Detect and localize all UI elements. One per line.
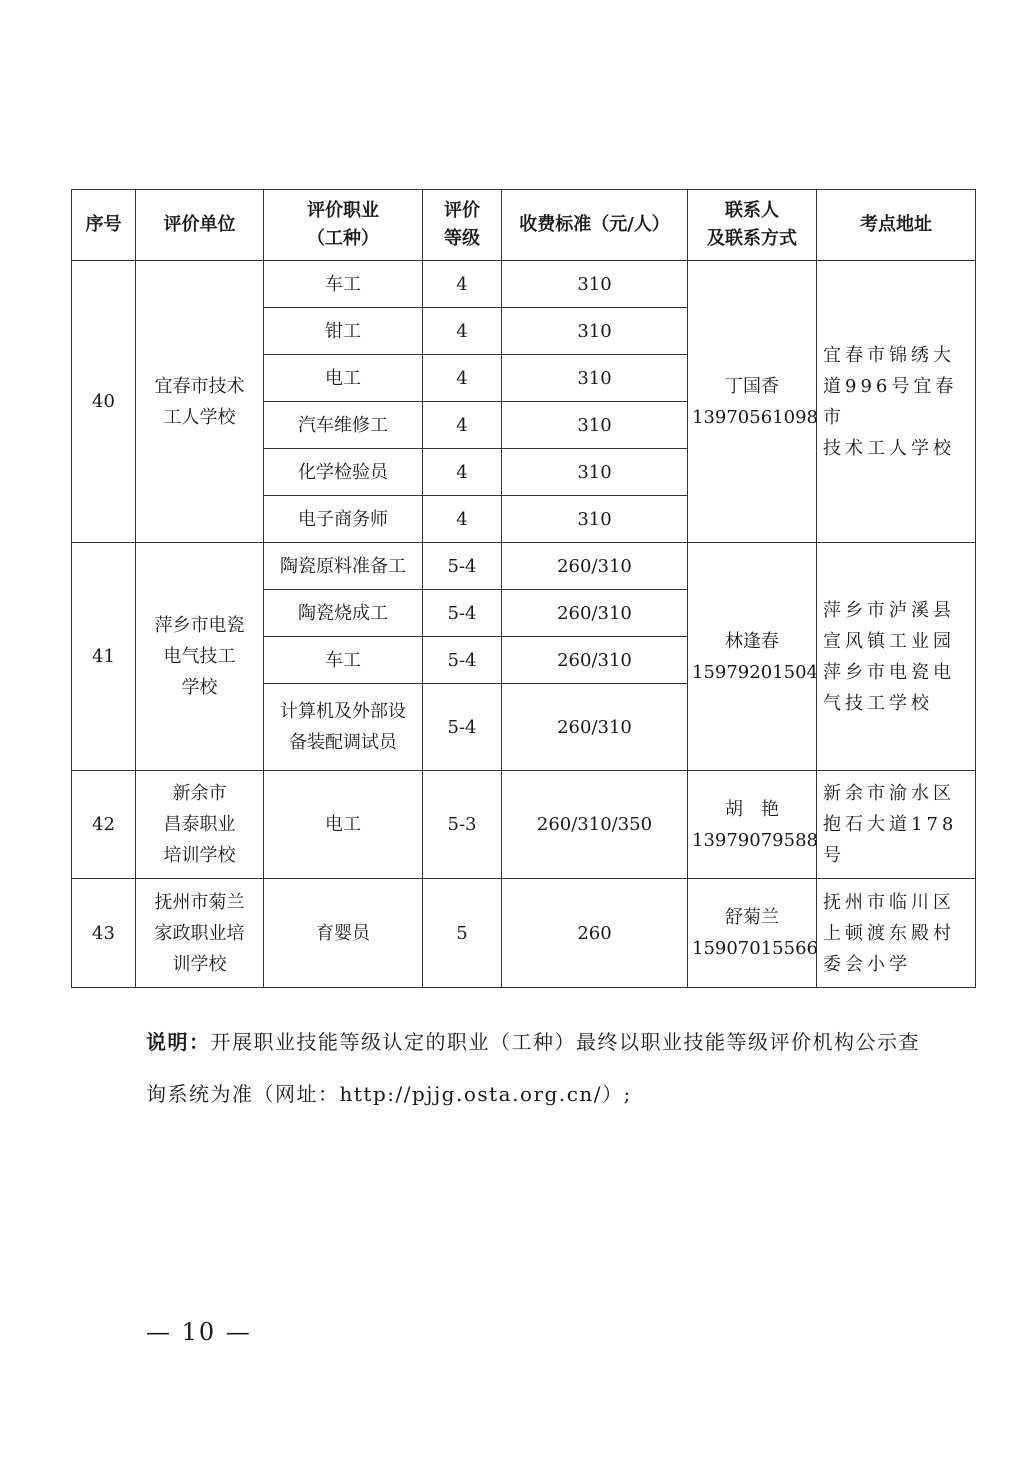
seq-cell: 41 [72, 543, 136, 771]
address-cell: 萍乡市泸溪县 宣风镇工业园 萍乡市电瓷电 气技工学校 [817, 543, 976, 771]
header-unit: 评价单位 [136, 190, 264, 261]
fee-cell: 260/310/350 [502, 771, 688, 879]
seq-cell: 43 [72, 879, 136, 988]
unit-cell: 宜春市技术 工人学校 [136, 261, 264, 543]
level-cell: 5-3 [423, 771, 502, 879]
fee-cell: 260/310 [502, 543, 688, 590]
header-fee: 收费标准（元/人） [502, 190, 688, 261]
level-cell: 4 [423, 449, 502, 496]
table-header-row [72, 190, 976, 261]
address-cell: 抚州市临川区 上顿渡东殿村 委会小学 [817, 879, 976, 988]
occupation-cell: 电工 [264, 355, 423, 402]
unit-cell: 抚州市菊兰 家政职业培 训学校 [136, 879, 264, 988]
fee-cell: 310 [502, 496, 688, 543]
fee-cell: 310 [502, 261, 688, 308]
fee-cell: 310 [502, 402, 688, 449]
occupation-cell: 汽车维修工 [264, 402, 423, 449]
fee-cell: 310 [502, 355, 688, 402]
address-cell: 新余市渝水区 抱石大道178号 [817, 771, 976, 879]
table-row [72, 261, 976, 308]
occupation-cell: 电子商务师 [264, 496, 423, 543]
level-cell: 4 [423, 496, 502, 543]
occupation-cell: 陶瓷原料准备工 [264, 543, 423, 590]
header-level: 评价 等级 [423, 190, 502, 261]
occupation-cell: 车工 [264, 637, 423, 684]
level-cell: 4 [423, 402, 502, 449]
fee-cell: 260/310 [502, 684, 688, 771]
page-number: — 10 — [146, 1318, 252, 1346]
header-contact: 联系人 及联系方式 [688, 190, 817, 261]
occupation-cell: 电工 [264, 771, 423, 879]
evaluation-table [71, 189, 976, 988]
table-row [72, 879, 976, 988]
notes-text: 开展职业技能等级认定的职业（工种）最终以职业技能等级评价机构公示查询系统为准（网址：http://pjjg.osta.org.cn/）; [146, 1030, 920, 1106]
fee-cell: 260/310 [502, 637, 688, 684]
contact-cell: 丁国香 13970561098 [688, 261, 817, 543]
level-cell: 4 [423, 261, 502, 308]
level-cell: 5-4 [423, 637, 502, 684]
seq-cell: 40 [72, 261, 136, 543]
fee-cell: 310 [502, 308, 688, 355]
contact-cell: 舒菊兰 15907015566 [688, 879, 817, 988]
unit-cell: 萍乡市电瓷 电气技工 学校 [136, 543, 264, 771]
level-cell: 5-4 [423, 543, 502, 590]
fee-cell: 260/310 [502, 590, 688, 637]
contact-cell: 胡 艳 13979079588 [688, 771, 817, 879]
fee-cell: 310 [502, 449, 688, 496]
occupation-cell: 计算机及外部设 备装配调试员 [264, 684, 423, 771]
level-cell: 5 [423, 879, 502, 988]
header-seq: 序号 [72, 190, 136, 261]
level-cell: 5-4 [423, 684, 502, 771]
unit-cell: 新余市 昌泰职业 培训学校 [136, 771, 264, 879]
notes-label: 说明： [146, 1030, 211, 1054]
occupation-cell: 车工 [264, 261, 423, 308]
header-occupation: 评价职业 （工种） [264, 190, 423, 261]
level-cell: 4 [423, 355, 502, 402]
address-cell: 宜春市锦绣大 道996号宜春市 技术工人学校 [817, 261, 976, 543]
level-cell: 5-4 [423, 590, 502, 637]
header-address: 考点地址 [817, 190, 976, 261]
notes-paragraph [146, 1016, 926, 1120]
occupation-cell: 化学检验员 [264, 449, 423, 496]
occupation-cell: 陶瓷烧成工 [264, 590, 423, 637]
level-cell: 4 [423, 308, 502, 355]
fee-cell: 260 [502, 879, 688, 988]
table-row [72, 771, 976, 879]
occupation-cell: 育婴员 [264, 879, 423, 988]
contact-cell: 林逢春 15979201504 [688, 543, 817, 771]
seq-cell: 42 [72, 771, 136, 879]
occupation-cell: 钳工 [264, 308, 423, 355]
table-row [72, 543, 976, 590]
